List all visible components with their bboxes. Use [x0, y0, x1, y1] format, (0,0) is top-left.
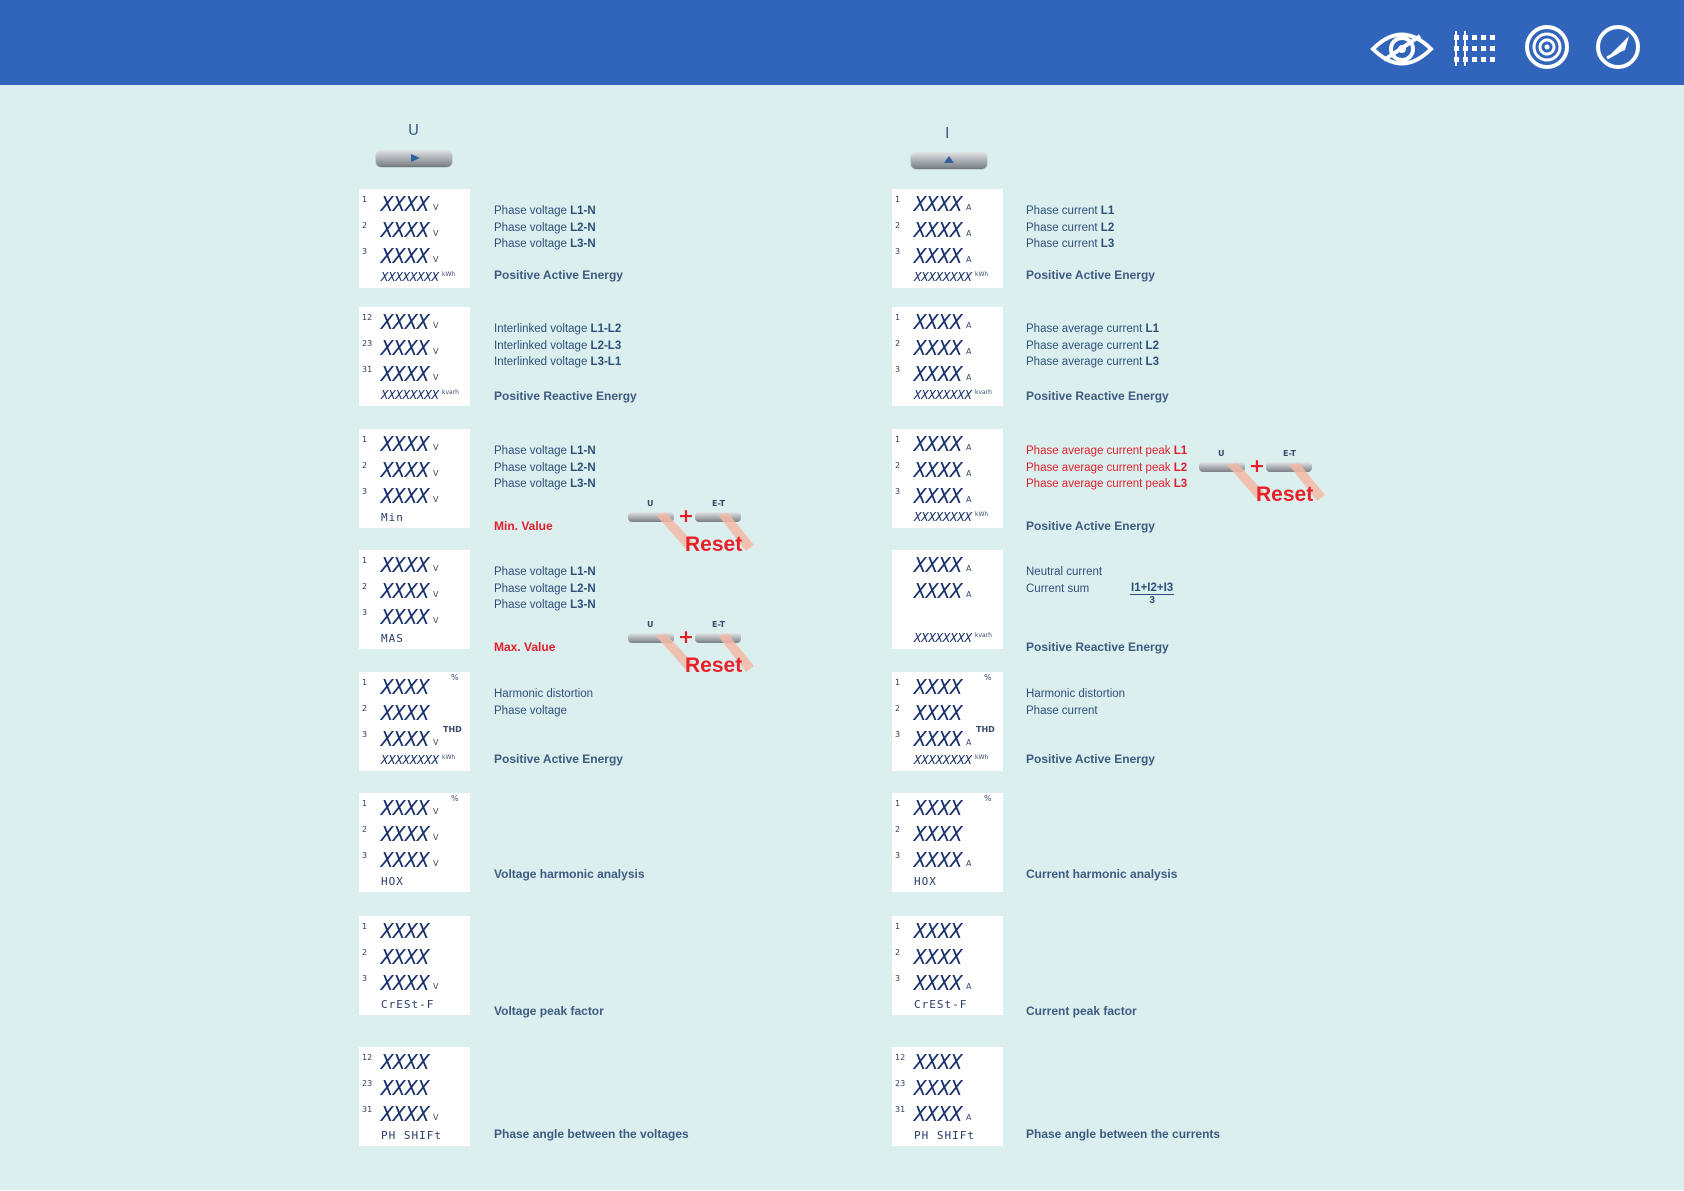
lcd-percent-indicator: %: [984, 673, 992, 682]
lcd-value: XXXX: [381, 796, 430, 820]
lcd-unit: A: [966, 495, 972, 504]
description-line: [1026, 460, 1187, 477]
lcd-line-number: 3: [362, 851, 368, 860]
voltage-key-button[interactable]: [376, 150, 452, 166]
lcd-mode-label: CrESt-F: [914, 998, 968, 1011]
description-phase-code: L2-L3: [590, 339, 622, 352]
lcd-mode-label: Min: [381, 511, 404, 524]
description-line: [1026, 220, 1114, 237]
lcd-energy-unit: kWh: [442, 754, 456, 761]
lcd-value: XXXX: [914, 675, 963, 699]
reset-et-key-label: E-T: [1283, 449, 1297, 458]
lcd-unit: A: [966, 469, 972, 478]
lcd-line-number: 2: [895, 339, 901, 348]
lcd-value: XXXX: [381, 432, 430, 456]
lcd-unit: A: [966, 229, 972, 238]
lcd-value: XXXX: [914, 822, 963, 846]
lcd-line-number: 1: [895, 922, 901, 931]
lcd-line-number: 3: [362, 608, 368, 617]
lcd-line-number: 23: [362, 339, 373, 348]
lcd-value: XXXX: [381, 362, 430, 386]
description-line: [1026, 686, 1125, 703]
lcd-energy-value: XXXXXXXX: [914, 510, 972, 524]
lcd-energy-value: XXXXXXXX: [914, 388, 972, 402]
lcd-line-number: 3: [895, 851, 901, 860]
description-line: [1026, 443, 1187, 460]
panel-caption: Phase angle between the voltages: [494, 1127, 689, 1141]
lcd-unit: A: [966, 321, 972, 330]
lcd-mode-label: MAS: [381, 632, 404, 645]
panel-description: [1026, 443, 1187, 493]
lcd-energy-value: XXXXXXXX: [381, 753, 439, 767]
panel-caption: Positive Reactive Energy: [1026, 389, 1169, 403]
lcd-line-number: 1: [362, 922, 368, 931]
lcd-value: XXXX: [381, 1102, 430, 1126]
description-line: [494, 203, 596, 220]
lcd-value: XXXX: [381, 701, 430, 725]
lcd-display: [359, 189, 470, 288]
lcd-value: XXXX: [381, 553, 430, 577]
description-line: [1026, 236, 1114, 253]
description-phase-code: L2-N: [570, 461, 596, 474]
lcd-thd-indicator: THD: [976, 725, 995, 734]
description-text: Phase voltage: [494, 704, 567, 717]
lcd-unit: V: [433, 590, 439, 599]
lcd-unit: V: [433, 807, 439, 816]
description-line: [494, 581, 596, 598]
lcd-display: [892, 916, 1003, 1015]
lcd-line-number: 2: [895, 461, 901, 470]
lcd-unit: V: [433, 203, 439, 212]
lcd-line-number: 31: [362, 365, 373, 374]
lcd-mode-label: HOX: [914, 875, 937, 888]
description-phase-code: L2-N: [570, 221, 596, 234]
lcd-value: XXXX: [914, 945, 963, 969]
lcd-value: XXXX: [381, 579, 430, 603]
description-phase-code: L3: [1100, 238, 1115, 250]
lcd-energy-unit: kWh: [442, 271, 456, 278]
header-bar: [0, 0, 1684, 85]
description-phase-code: L1: [1100, 205, 1115, 217]
lcd-display: [892, 429, 1003, 528]
plus-icon: +: [1249, 455, 1265, 477]
lcd-value: XXXX: [914, 796, 963, 820]
reset-et-key-label: E-T: [712, 499, 726, 508]
panel-caption: Current peak factor: [1026, 1004, 1137, 1018]
lcd-value: XXXX: [381, 919, 430, 943]
description-line: [494, 460, 596, 477]
panel-caption: Max. Value: [494, 640, 556, 654]
description-phase-code: L1-L2: [590, 323, 622, 335]
lcd-value: XXXX: [381, 605, 430, 629]
reset-label: Reset: [685, 533, 743, 556]
lcd-value: XXXX: [381, 458, 430, 482]
lcd-line-number: 1: [362, 435, 368, 444]
lcd-unit: A: [966, 373, 972, 382]
description-text: Interlinked voltage: [494, 339, 591, 352]
panel-caption: Positive Active Energy: [494, 268, 623, 282]
lcd-value: XXXX: [914, 579, 963, 603]
lcd-line-number: 2: [895, 948, 901, 957]
lcd-energy-unit: kWh: [975, 271, 989, 278]
description-line: [494, 476, 596, 493]
lcd-value: XXXX: [381, 484, 430, 508]
lcd-line-number: 31: [362, 1105, 373, 1114]
lcd-value: XXXX: [914, 727, 963, 751]
panel-caption: Voltage peak factor: [494, 1004, 604, 1018]
description-text: Interlinked voltage: [494, 323, 591, 335]
edit-check-icon[interactable]: [1593, 22, 1643, 72]
lcd-unit: V: [433, 1113, 439, 1122]
lcd-value: XXXX: [914, 1076, 963, 1100]
lcd-unit: A: [966, 590, 972, 599]
reset-combination: [1199, 449, 1339, 511]
lcd-unit: V: [433, 229, 439, 238]
lcd-line-number: 2: [362, 461, 368, 470]
current-key-label: I: [945, 124, 950, 142]
lcd-thd-indicator: THD: [443, 725, 462, 734]
lcd-line-number: 3: [895, 247, 901, 256]
lcd-energy-value: XXXXXXXX: [914, 270, 972, 284]
description-text: Phase current: [1026, 221, 1101, 234]
reset-et-key-label: E-T: [712, 620, 726, 629]
description-text: Phase voltage: [494, 445, 571, 457]
lcd-line-number: 1: [362, 678, 368, 687]
description-phase-code: L2: [1145, 339, 1159, 352]
description-text: Phase average current: [1026, 339, 1146, 352]
lcd-line-number: 2: [362, 825, 368, 834]
description-text: Phase voltage: [494, 566, 571, 578]
fraction-numerator: I1+I2+I3: [1131, 582, 1174, 594]
lcd-display: [359, 672, 470, 771]
lcd-value: XXXX: [914, 701, 963, 725]
description-phase-code: L1: [1173, 445, 1188, 457]
lcd-value: XXXX: [381, 192, 430, 216]
lcd-line-number: 1: [895, 195, 901, 204]
lcd-mode-label: PH SHIFt: [381, 1129, 442, 1142]
lcd-value: XXXX: [914, 362, 963, 386]
reset-u-key-label: U: [647, 499, 654, 508]
reset-u-key-label: U: [647, 620, 654, 629]
description-line: [494, 703, 593, 720]
panel-caption: Positive Active Energy: [1026, 752, 1155, 766]
description-text: Phase voltage: [494, 478, 571, 490]
panel-description: [494, 686, 593, 719]
lcd-percent-indicator: %: [451, 673, 459, 682]
lcd-value: XXXX: [914, 192, 963, 216]
description-line: [494, 597, 596, 614]
lcd-unit: A: [966, 255, 972, 264]
lcd-line-number: 12: [362, 1053, 373, 1062]
lcd-line-number: 3: [895, 730, 901, 739]
lcd-line-number: 3: [362, 730, 368, 739]
lcd-value: XXXX: [914, 336, 963, 360]
panel-caption: Min. Value: [494, 519, 553, 533]
lcd-value: XXXX: [381, 848, 430, 872]
lcd-value: XXXX: [381, 336, 430, 360]
panel-caption: Positive Reactive Energy: [494, 389, 637, 403]
description-text: Phase voltage: [494, 582, 571, 595]
description-text: Phase average current peak: [1026, 478, 1174, 490]
lcd-line-number: 23: [362, 1079, 373, 1088]
lcd-value: XXXX: [381, 244, 430, 268]
lcd-value: XXXX: [914, 244, 963, 268]
voltage-key-label: U: [408, 121, 419, 139]
panel-caption: Phase angle between the currents: [1026, 1127, 1221, 1141]
reset-combination: [628, 499, 768, 561]
description-line: [1026, 564, 1102, 581]
lcd-display: [892, 793, 1003, 892]
lcd-unit: A: [966, 203, 972, 212]
lcd-unit: V: [433, 833, 439, 842]
lcd-percent-indicator: %: [451, 794, 459, 803]
lcd-line-number: 3: [895, 365, 901, 374]
panel-description: [494, 443, 596, 493]
lcd-line-number: 1: [362, 799, 368, 808]
lcd-unit: A: [966, 982, 972, 991]
description-line: [494, 236, 596, 253]
panel-description: [1026, 564, 1102, 597]
lcd-display: [892, 672, 1003, 771]
panel-description: [494, 321, 621, 371]
lcd-unit: V: [433, 373, 439, 382]
description-line: [1026, 703, 1125, 720]
lcd-value: XXXX: [914, 218, 963, 242]
lcd-line-number: 1: [362, 195, 368, 204]
lcd-line-number: 1: [895, 678, 901, 687]
lcd-unit: A: [966, 347, 972, 356]
panel-caption: Positive Reactive Energy: [1026, 640, 1169, 654]
description-text: Phase current: [1026, 704, 1098, 717]
description-text: Current sum: [1026, 582, 1090, 595]
lcd-unit: A: [966, 859, 972, 868]
description-line: [494, 564, 596, 581]
description-phase-code: L1-N: [570, 566, 596, 578]
lcd-unit: V: [433, 859, 439, 868]
lcd-line-number: 2: [362, 704, 368, 713]
lcd-unit: V: [433, 616, 439, 625]
description-phase-code: L3: [1173, 478, 1188, 490]
description-phase-code: L3: [1145, 356, 1159, 368]
description-text: Phase voltage: [494, 599, 571, 611]
reset-label: Reset: [1256, 483, 1314, 506]
lcd-display: [892, 307, 1003, 406]
description-phase-code: L1-N: [570, 445, 596, 457]
lcd-unit: V: [433, 321, 439, 330]
lcd-line-number: 2: [895, 825, 901, 834]
lcd-energy-unit: kvarh: [975, 632, 992, 639]
description-line: [1026, 354, 1159, 371]
lcd-unit: V: [433, 443, 439, 452]
lcd-unit: V: [433, 347, 439, 356]
lcd-energy-unit: kWh: [975, 511, 989, 518]
reset-combination: [628, 620, 768, 682]
lcd-value: XXXX: [914, 310, 963, 334]
lcd-value: XXXX: [914, 848, 963, 872]
lcd-value: XXXX: [381, 1050, 430, 1074]
description-phase-code: L1-N: [570, 205, 596, 217]
lcd-unit: A: [966, 564, 972, 573]
description-text: Neutral current: [1026, 566, 1103, 578]
lcd-energy-unit: kWh: [975, 754, 989, 761]
lcd-line-number: 1: [895, 435, 901, 444]
lcd-line-number: 3: [895, 487, 901, 496]
description-text: Harmonic distortion: [1026, 688, 1126, 700]
lcd-line-number: 12: [362, 313, 373, 322]
lcd-unit: A: [966, 1113, 972, 1122]
description-line: [494, 321, 621, 338]
lcd-value: XXXX: [914, 1102, 963, 1126]
lcd-line-number: 3: [362, 487, 368, 496]
lcd-display: [359, 1047, 470, 1146]
lcd-value: XXXX: [381, 310, 430, 334]
lcd-energy-value: XXXXXXXX: [914, 753, 972, 767]
lcd-line-number: 2: [362, 948, 368, 957]
lcd-display: [359, 429, 470, 528]
panel-caption: Positive Active Energy: [1026, 268, 1155, 282]
description-text: Phase current: [1026, 238, 1101, 250]
lcd-line-number: 3: [895, 974, 901, 983]
lcd-line-number: 2: [362, 582, 368, 591]
reset-label: Reset: [685, 654, 743, 677]
description-text: Phase voltage: [494, 461, 571, 474]
lcd-unit: A: [966, 443, 972, 452]
description-line: [494, 338, 621, 355]
lcd-unit: V: [433, 564, 439, 573]
panel-caption: Positive Active Energy: [494, 752, 623, 766]
lcd-unit: V: [433, 495, 439, 504]
description-phase-code: L3-N: [570, 599, 596, 611]
eye-icon[interactable]: [1370, 22, 1434, 72]
panel-description: [1026, 686, 1125, 719]
lcd-line-number: 31: [895, 1105, 906, 1114]
description-text: Phase voltage: [494, 221, 571, 234]
lcd-unit: V: [433, 255, 439, 264]
description-text: Phase average current: [1026, 356, 1146, 368]
lcd-value: XXXX: [914, 971, 963, 995]
lcd-mode-label: CrESt-F: [381, 998, 435, 1011]
lcd-energy-value: XXXXXXXX: [381, 270, 439, 284]
current-key-button[interactable]: [911, 152, 987, 168]
lcd-energy-unit: kvarh: [442, 389, 459, 396]
panel-description: [1026, 321, 1159, 371]
lcd-percent-indicator: %: [984, 794, 992, 803]
lcd-value: XXXX: [381, 675, 430, 699]
plus-icon: +: [678, 626, 694, 648]
lcd-display: [892, 1047, 1003, 1146]
description-phase-code: L3-N: [570, 238, 596, 250]
lcd-unit: V: [433, 982, 439, 991]
lcd-value: XXXX: [914, 919, 963, 943]
lcd-energy-unit: kvarh: [975, 389, 992, 396]
description-line: [494, 220, 596, 237]
description-text: Phase voltage: [494, 205, 571, 217]
lcd-mode-label: PH SHIFt: [914, 1129, 975, 1142]
lcd-line-number: 12: [895, 1053, 906, 1062]
lcd-line-number: 1: [895, 313, 901, 322]
lcd-line-number: 1: [895, 799, 901, 808]
description-line: [494, 354, 621, 371]
lcd-display: [892, 189, 1003, 288]
lcd-display: [359, 793, 470, 892]
lcd-value: XXXX: [381, 971, 430, 995]
lcd-line-number: 23: [895, 1079, 906, 1088]
lcd-line-number: 2: [895, 704, 901, 713]
lcd-value: XXXX: [914, 484, 963, 508]
lcd-line-number: 2: [895, 221, 901, 230]
menu-grid-icon[interactable]: [1452, 22, 1498, 72]
lcd-value: XXXX: [381, 1076, 430, 1100]
description-line: [1026, 321, 1159, 338]
lcd-energy-value: XXXXXXXX: [914, 631, 972, 645]
lcd-mode-label: HOX: [381, 875, 404, 888]
panel-caption: Voltage harmonic analysis: [494, 867, 645, 881]
description-phase-code: L2-N: [570, 582, 596, 595]
description-phase-code: L2: [1100, 221, 1115, 234]
lcd-value: XXXX: [381, 945, 430, 969]
lcd-value: XXXX: [914, 553, 963, 577]
description-line: [1026, 476, 1187, 493]
description-text: Phase voltage: [494, 238, 571, 250]
panel-description: [1026, 203, 1114, 253]
lcd-value: XXXX: [914, 1050, 963, 1074]
target-icon[interactable]: [1522, 22, 1572, 72]
description-line: [494, 686, 593, 703]
description-line: [1026, 581, 1102, 598]
description-phase-code: L3-L1: [590, 356, 622, 368]
panel-caption: Positive Active Energy: [1026, 519, 1155, 533]
description-text: Phase average current peak: [1026, 445, 1174, 457]
reset-u-key-label: U: [1218, 449, 1225, 458]
lcd-unit: V: [433, 469, 439, 478]
description-phase-code: L1: [1145, 323, 1159, 335]
lcd-unit: A: [966, 738, 972, 747]
lcd-unit: V: [433, 738, 439, 747]
description-text: Phase average current: [1026, 323, 1146, 335]
lcd-value: XXXX: [381, 727, 430, 751]
panel-description: [494, 203, 596, 253]
description-phase-code: L3-N: [570, 478, 596, 490]
panel-description: [494, 564, 596, 614]
description-text: Interlinked voltage: [494, 356, 591, 368]
description-line: [1026, 338, 1159, 355]
lcd-value: XXXX: [914, 432, 963, 456]
lcd-line-number: 2: [362, 221, 368, 230]
description-text: Phase average current peak: [1026, 461, 1174, 474]
lcd-value: XXXX: [914, 458, 963, 482]
description-text: Harmonic distortion: [494, 688, 594, 700]
lcd-line-number: 3: [362, 247, 368, 256]
lcd-display: [359, 550, 470, 649]
description-text: Phase current: [1026, 205, 1101, 217]
plus-icon: +: [678, 505, 694, 527]
description-line: [1026, 203, 1114, 220]
lcd-display: [359, 307, 470, 406]
description-line: [494, 443, 596, 460]
current-sum-fraction: [1130, 582, 1174, 606]
lcd-display: [359, 916, 470, 1015]
lcd-value: XXXX: [381, 822, 430, 846]
lcd-value: XXXX: [381, 218, 430, 242]
lcd-display: [892, 550, 1003, 649]
lcd-line-number: 1: [362, 556, 368, 565]
fraction-denominator: 3: [1149, 595, 1155, 606]
lcd-line-number: 3: [362, 974, 368, 983]
lcd-energy-value: XXXXXXXX: [381, 388, 439, 402]
panel-caption: Current harmonic analysis: [1026, 867, 1178, 881]
description-phase-code: L2: [1173, 461, 1188, 474]
